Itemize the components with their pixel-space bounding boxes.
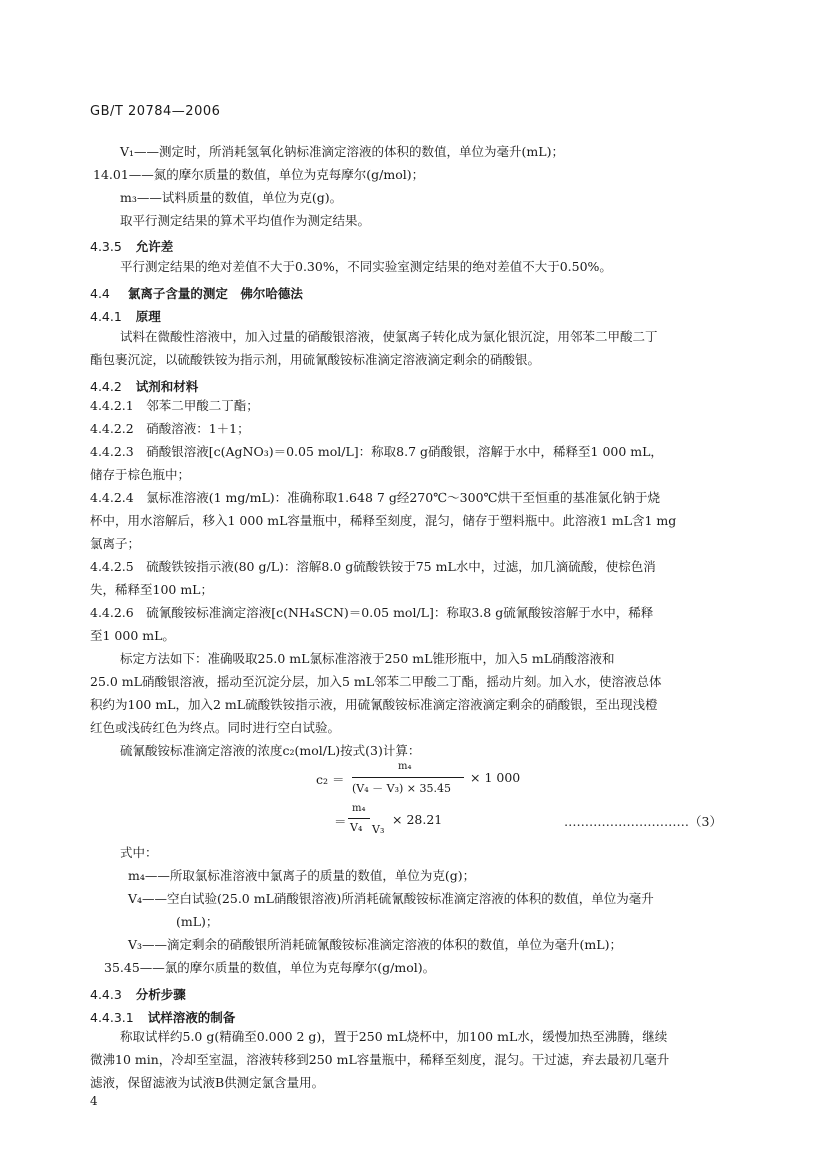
reagent-4-4-2-4-line-2: 杯中，用水溶解后，移入1 000 mL容量瓶中，稀释至刻度，混匀，储存于塑料瓶中。此溶液1 mL含1 mg (90, 513, 677, 528)
where-label: 式中： (120, 845, 158, 860)
definition-v4-line-2: (mL)； (176, 914, 219, 929)
definition-v4-line-1: V₄——空白试验(25.0 mL硝酸银溶液)所消耗硫氰酸铵标准滴定溶液的体积的数值，单位为毫升 (128, 891, 654, 906)
formula-numerator-1: m₄ (398, 761, 412, 772)
paragraph-calibration-line-3: 积约为100 mL，加入2 mL硫酸铁铵指示液，用硫氰酸铵标准滴定溶液滴定剩余的硝酸银，至出现浅橙 (90, 697, 658, 712)
paragraph-calibration-line-2: 25.0 mL硝酸银溶液，摇动至沉淀分层，加入5 mL邻苯二甲酸二丁酯，摇动片刻。加入水，使溶液总体 (90, 674, 662, 689)
reagent-4-4-2-6-line-2: 至1 000 mL。 (90, 628, 175, 643)
section-number: 4.3.5 (90, 239, 122, 254)
reagent-4-4-2-3-line-1: 4.4.2.3 硝酸银溶液[c(AgNO₃)＝0.05 mol/L]：称取8.7 g硝酸银，溶解于水中，稀释至1 000 mL， (90, 444, 663, 459)
paragraph-principle-line-2: 酯包裹沉淀，以硫酸铁铵为指示剂，用硫氰酸铵标准滴定溶液滴定剩余的硝酸银。 (90, 352, 541, 367)
formula-multiplier-2: × 28.21 (392, 812, 443, 827)
fraction-bar-1 (352, 777, 464, 778)
definition-35-45: 35.45——氯的摩尔质量的数值，单位为克每摩尔(g/mol)。 (104, 960, 436, 975)
reagent-4-4-2-5-line-1: 4.4.2.5 硫酸铁铵指示液(80 g/L)：溶解8.0 g硫酸铁铵于75 mL水中，过滤，加几滴硫酸，使棕色消 (90, 559, 656, 574)
reagent-4-4-2-4-line-3: 氯离子； (90, 536, 141, 551)
paragraph-preparation-line-3: 滤液，保留滤液为试液B供测定氯含量用。 (90, 1075, 325, 1090)
section-4-4-1-heading (90, 307, 161, 325)
paragraph-allowance: 平行测定结果的绝对差值不大于0.30%，不同实验室测定结果的绝对差值不大于0.50%。 (120, 259, 612, 274)
paragraph-calibration-line-1: 标定方法如下：准确吸取25.0 mL氯标准溶液于250 mL锥形瓶中，加入5 mL硝酸溶液和 (120, 651, 615, 666)
reagent-4-4-2-4-line-1: 4.4.2.4 氯标准溶液(1 mg/mL)：准确称取1.648 7 g经270℃～300℃烘干至恒重的基准氯化钠于烧 (90, 490, 661, 505)
formula-lhs: c₂ ＝ (316, 772, 345, 787)
section-title: 试剂和材料 (135, 379, 199, 394)
section-4-3-5-heading (90, 237, 173, 255)
section-title: 原理 (135, 309, 161, 324)
section-4-4-2-heading (90, 377, 198, 395)
section-number: 4.4.2 (90, 379, 122, 394)
reagent-4-4-2-5-line-2: 失，稀释至100 mL； (90, 582, 213, 597)
section-title: 试样溶液的制备 (147, 1010, 236, 1025)
section-4-4-heading (90, 284, 303, 302)
section-4-4-3-1-heading (90, 1008, 235, 1026)
paragraph-preparation-line-2: 微沸10 min，冷却至室温，溶液转移到250 mL容量瓶中，稀释至刻度，混匀。干过滤，弃去最初几毫升 (90, 1052, 670, 1067)
paragraph-concentration-intro: 硫氰酸铵标准滴定溶液的浓度c₂(mol/L)按式(3)计算： (120, 743, 421, 758)
reagent-4-4-2-3-line-2: 储存于棕色瓶中； (90, 467, 191, 482)
section-number: 4.4 (90, 286, 110, 301)
reagent-4-4-2-2: 4.4.2.2 硝酸溶液：1＋1； (90, 421, 250, 436)
formula-numerator-2: m₄ (352, 803, 366, 814)
formula-equals-2: ＝ (334, 814, 347, 829)
definition-m3: m₃——试料质量的数值，单位为克(g)。 (120, 190, 343, 205)
paragraph-mean-result: 取平行测定结果的算术平均值作为测定结果。 (120, 213, 371, 228)
definition-m4: m₄——所取氯标准溶液中氯离子的质量的数值，单位为克(g)； (128, 868, 476, 883)
section-4-4-3-heading (90, 985, 186, 1003)
section-title: 分析步骤 (135, 987, 186, 1002)
formula-multiplier-1: × 1 000 (470, 770, 521, 785)
reagent-4-4-2-1: 4.4.2.1 邻苯二甲酸二丁酯； (90, 398, 259, 413)
formula-denominator-2b: V₃ (372, 823, 385, 836)
section-title: 允许差 (135, 239, 174, 254)
formula-denominator-1: (V₄ － V₃) × 35.45 (352, 782, 451, 795)
reagent-4-4-2-6-line-1: 4.4.2.6 硫氰酸铵标准滴定溶液[c(NH₄SCN)＝0.05 mol/L]：称取3.8 g硫氰酸铵溶解于水中，稀释 (90, 605, 654, 620)
page-number: 4 (90, 1094, 98, 1108)
definition-v1: V₁——测定时，所消耗氢氧化钠标准滴定溶液的体积的数值，单位为毫升(mL)； (120, 144, 564, 159)
fraction-bar-2 (348, 818, 370, 819)
section-title: 氯离子含量的测定 佛尔哈德法 (127, 286, 303, 301)
definition-14-01: 14.01——氮的摩尔质量的数值，单位为克每摩尔(g/mol)； (93, 167, 425, 182)
section-number: 4.4.3.1 (90, 1010, 134, 1025)
paragraph-preparation-line-1: 称取试样约5.0 g(精确至0.000 2 g)，置于250 mL烧杯中，加100 mL水，缓慢加热至沸腾，继续 (120, 1029, 668, 1044)
definition-v3: V₃——滴定剩余的硝酸银所消耗硫氰酸铵标准滴定溶液的体积的数值，单位为毫升(mL)； (128, 937, 622, 952)
standard-header: GB/T 20784—2006 (90, 104, 221, 119)
formula-denominator-2a: V₄ (350, 821, 363, 834)
paragraph-calibration-line-4: 红色或浅砖红色为终点。同时进行空白试验。 (90, 720, 341, 735)
formula-equation-number: …………………………（3） (564, 814, 722, 829)
section-number: 4.4.3 (90, 987, 122, 1002)
paragraph-principle-line-1: 试料在微酸性溶液中，加入过量的硝酸银溶液，使氯离子转化成为氯化银沉淀，用邻苯二甲酸二丁 (120, 329, 658, 344)
section-number: 4.4.1 (90, 309, 122, 324)
